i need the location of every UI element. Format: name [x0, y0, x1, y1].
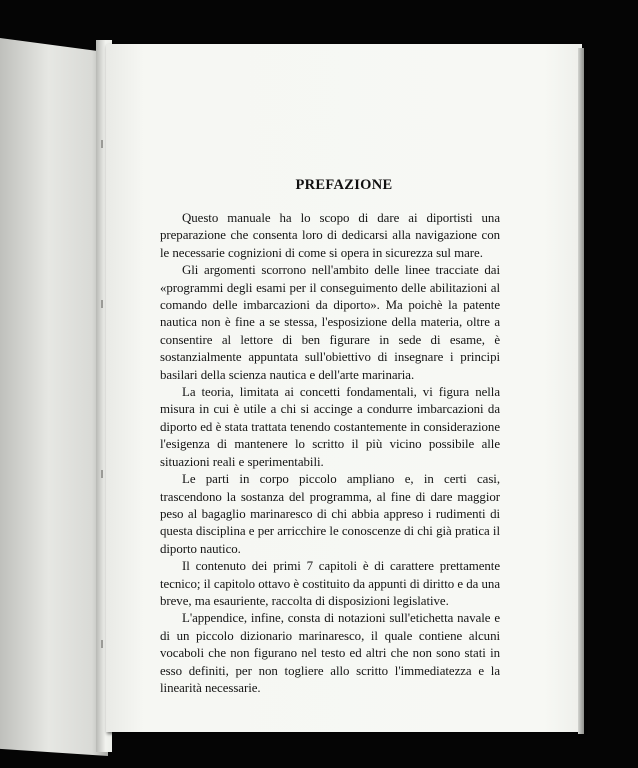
paragraph: L'appendice, infine, consta di notazioni sull'etichetta navale e di un piccolo dizionario marinaresco, il quale contiene alcuni vocaboli che non figurano nel testo ed altri che non sono stati in esso definiti, per non togliere allo scritto l'immediatezza e la linearità necessarie.	[160, 611, 500, 695]
preface-body	[160, 210, 500, 697]
binding-stitch	[101, 640, 103, 648]
paragraph: Le parti in corpo piccolo ampliano e, in certi casi, trascendono la sostanza del programma, al fine di dare maggior peso al bagaglio marinaresco di chi abbia appreso i rudimenti di questa disciplina e per arricchire le conoscenze di chi già pratica il diporto nautico.	[160, 472, 500, 556]
paragraph: Gli argomenti scorrono nell'ambito delle linee tracciate dai «programmi degli esami per il conseguimento delle abilitazioni al comando delle imbarcazioni da diporto». Ma poichè la patente nautica non è fine a se stessa, l'esposizione della materia, oltre a consentire al lettore di ben figurare in sede di esame, è sostanzialmente appuntata sull'obiettivo di insegnare i principi basilari della scienza nautica e dell'arte marinaria.	[160, 263, 500, 382]
page-edge	[578, 48, 584, 734]
left-page	[0, 38, 108, 756]
paragraph: Il contenuto dei primi 7 capitoli è di carattere prettamente tecnico; il capitolo ottavo è costituito da appunti di diritto e da una breve, ma esauriente, raccolta di disposizioni legislative.	[160, 559, 500, 608]
paragraph: La teoria, limitata ai concetti fondamentali, vi figura nella misura in cui è utile a chi si accinge a condurre imbarcazioni da diporto ed è stata trattata tenendo costantemente in considerazione l'esigenza di mantenere lo scritto il più vicino possibile alle situazioni reali e sperimentabili.	[160, 385, 500, 469]
binding-stitch	[101, 140, 103, 148]
binding-stitch	[101, 300, 103, 308]
paragraph: Questo manuale ha lo scopo di dare ai diportisti una preparazione che consenta loro di dedicarsi alla navigazione con le necessarie cognizioni di come si opera in sicurezza sul mare.	[160, 211, 500, 260]
page-title: PREFAZIONE	[295, 177, 393, 193]
binding-stitch	[101, 470, 103, 478]
